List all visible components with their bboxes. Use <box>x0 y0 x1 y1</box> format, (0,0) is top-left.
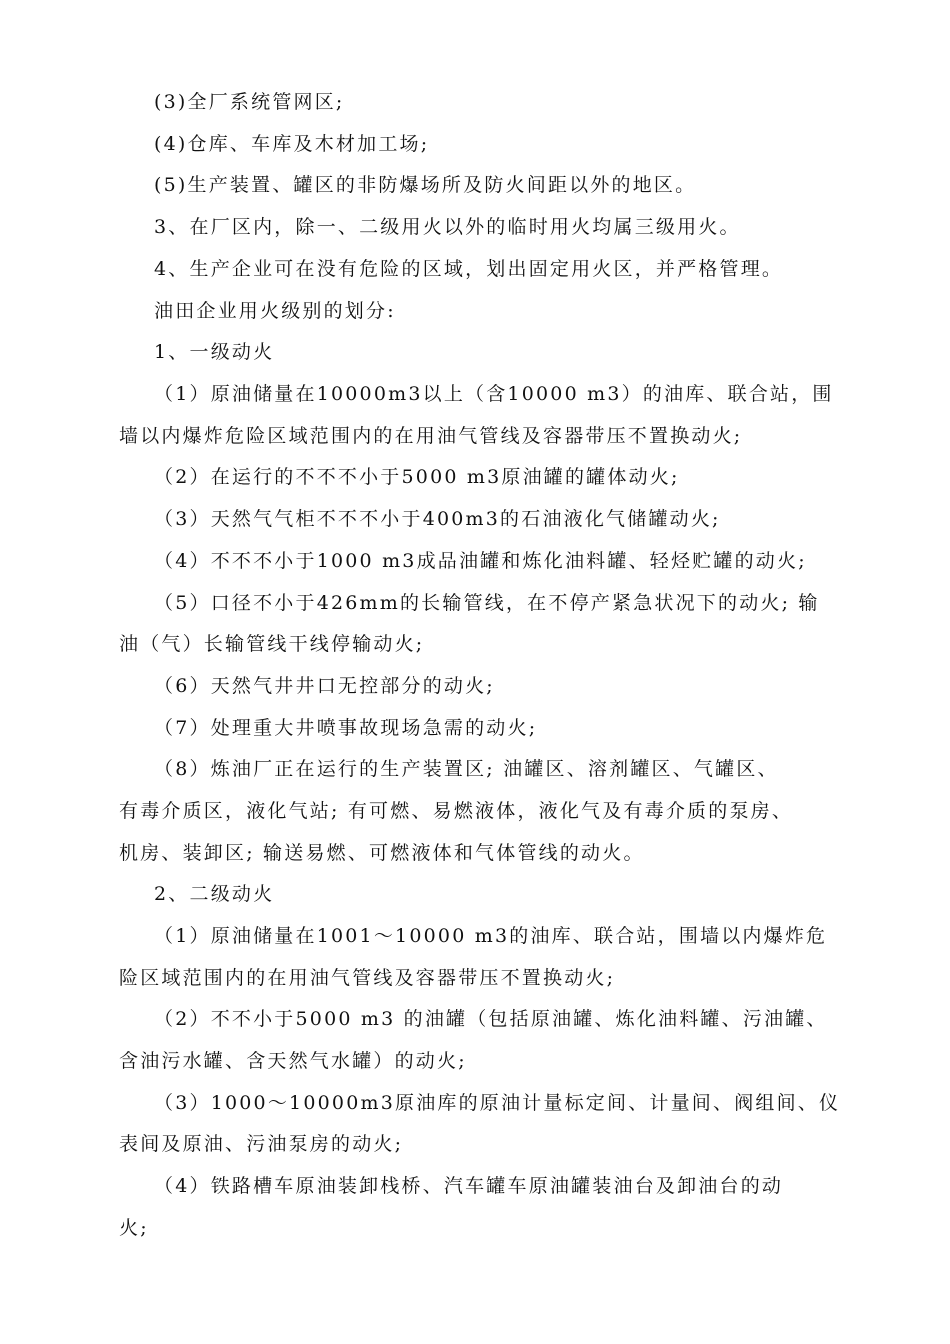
subheading-level-2: 2、二级动火 <box>154 883 275 905</box>
level-1-item-8-continued-2: 机房、装卸区; 输送易燃、可燃液体和气体管线的动火。 <box>119 842 645 864</box>
level-1-item-8: （8）炼油厂正在运行的生产装置区; 油罐区、溶剂罐区、气罐区、 <box>154 758 779 780</box>
level-1-item-1-continued: 墙以内爆炸危险区域范围内的在用油气管线及容器带压不置换动火; <box>119 425 743 447</box>
level-2-item-4: （4）铁路槽车原油装卸栈桥、汽车罐车原油罐装油台及卸油台的动 <box>154 1175 784 1197</box>
level-1-item-7: （7）处理重大井喷事故现场急需的动火; <box>154 717 538 739</box>
level-1-item-1: （1）原油储量在10000m3以上（含10000 m3）的油库、联合站，围 <box>154 383 834 405</box>
level-1-item-4: （4）不不不小于1000 m3成品油罐和炼化油料罐、轻烃贮罐的动火; <box>154 550 807 572</box>
list-item-4: (4)仓库、车库及木材加工场; <box>154 133 430 155</box>
section-heading-oilfield: 油田企业用火级别的划分: <box>154 300 396 322</box>
level-2-item-3-continued: 表间及原油、污油泵房的动火; <box>119 1133 404 1155</box>
level-1-item-8-continued-1: 有毒介质区，液化气站; 有可燃、易燃液体，液化气及有毒介质的泵房、 <box>119 800 794 822</box>
level-1-item-6: （6）天然气井井口无控部分的动火; <box>154 675 495 697</box>
level-1-item-2: （2）在运行的不不不小于5000 m3原油罐的罐体动火; <box>154 466 680 488</box>
subheading-level-1: 1、一级动火 <box>154 341 275 363</box>
level-2-item-2-continued: 含油污水罐、含天然气水罐）的动火; <box>119 1050 467 1072</box>
level-2-item-3: （3）1000～10000m3原油库的原油计量标定间、计量间、阀组间、仪 <box>154 1092 841 1114</box>
level-2-item-4-continued: 火; <box>119 1217 149 1239</box>
level-2-item-2: （2）不不小于5000 m3 的油罐（包括原油罐、炼化油料罐、污油罐、 <box>154 1008 828 1030</box>
paragraph-4: 4、生产企业可在没有危险的区域，划出固定用火区，并严格管理。 <box>154 258 784 280</box>
level-2-item-1-continued: 险区域范围内的在用油气管线及容器带压不置换动火; <box>119 967 616 989</box>
level-1-item-3: （3）天然气气柜不不不小于400m3的石油液化气储罐动火; <box>154 508 721 530</box>
level-1-item-5-continued: 油（气）长输管线干线停输动火; <box>119 633 425 655</box>
list-item-5: (5)生产装置、罐区的非防爆场所及防火间距以外的地区。 <box>154 174 697 196</box>
list-item-3: (3)全厂系统管网区; <box>154 91 345 113</box>
level-2-item-1: （1）原油储量在1001～10000 m3的油库、联合站，围墙以内爆炸危 <box>154 925 828 947</box>
paragraph-3: 3、在厂区内，除一、二级用火以外的临时用火均属三级用火。 <box>154 216 741 238</box>
level-1-item-5: （5）口径不小于426mm的长输管线，在不停产紧急状况下的动火; 输 <box>154 592 820 614</box>
